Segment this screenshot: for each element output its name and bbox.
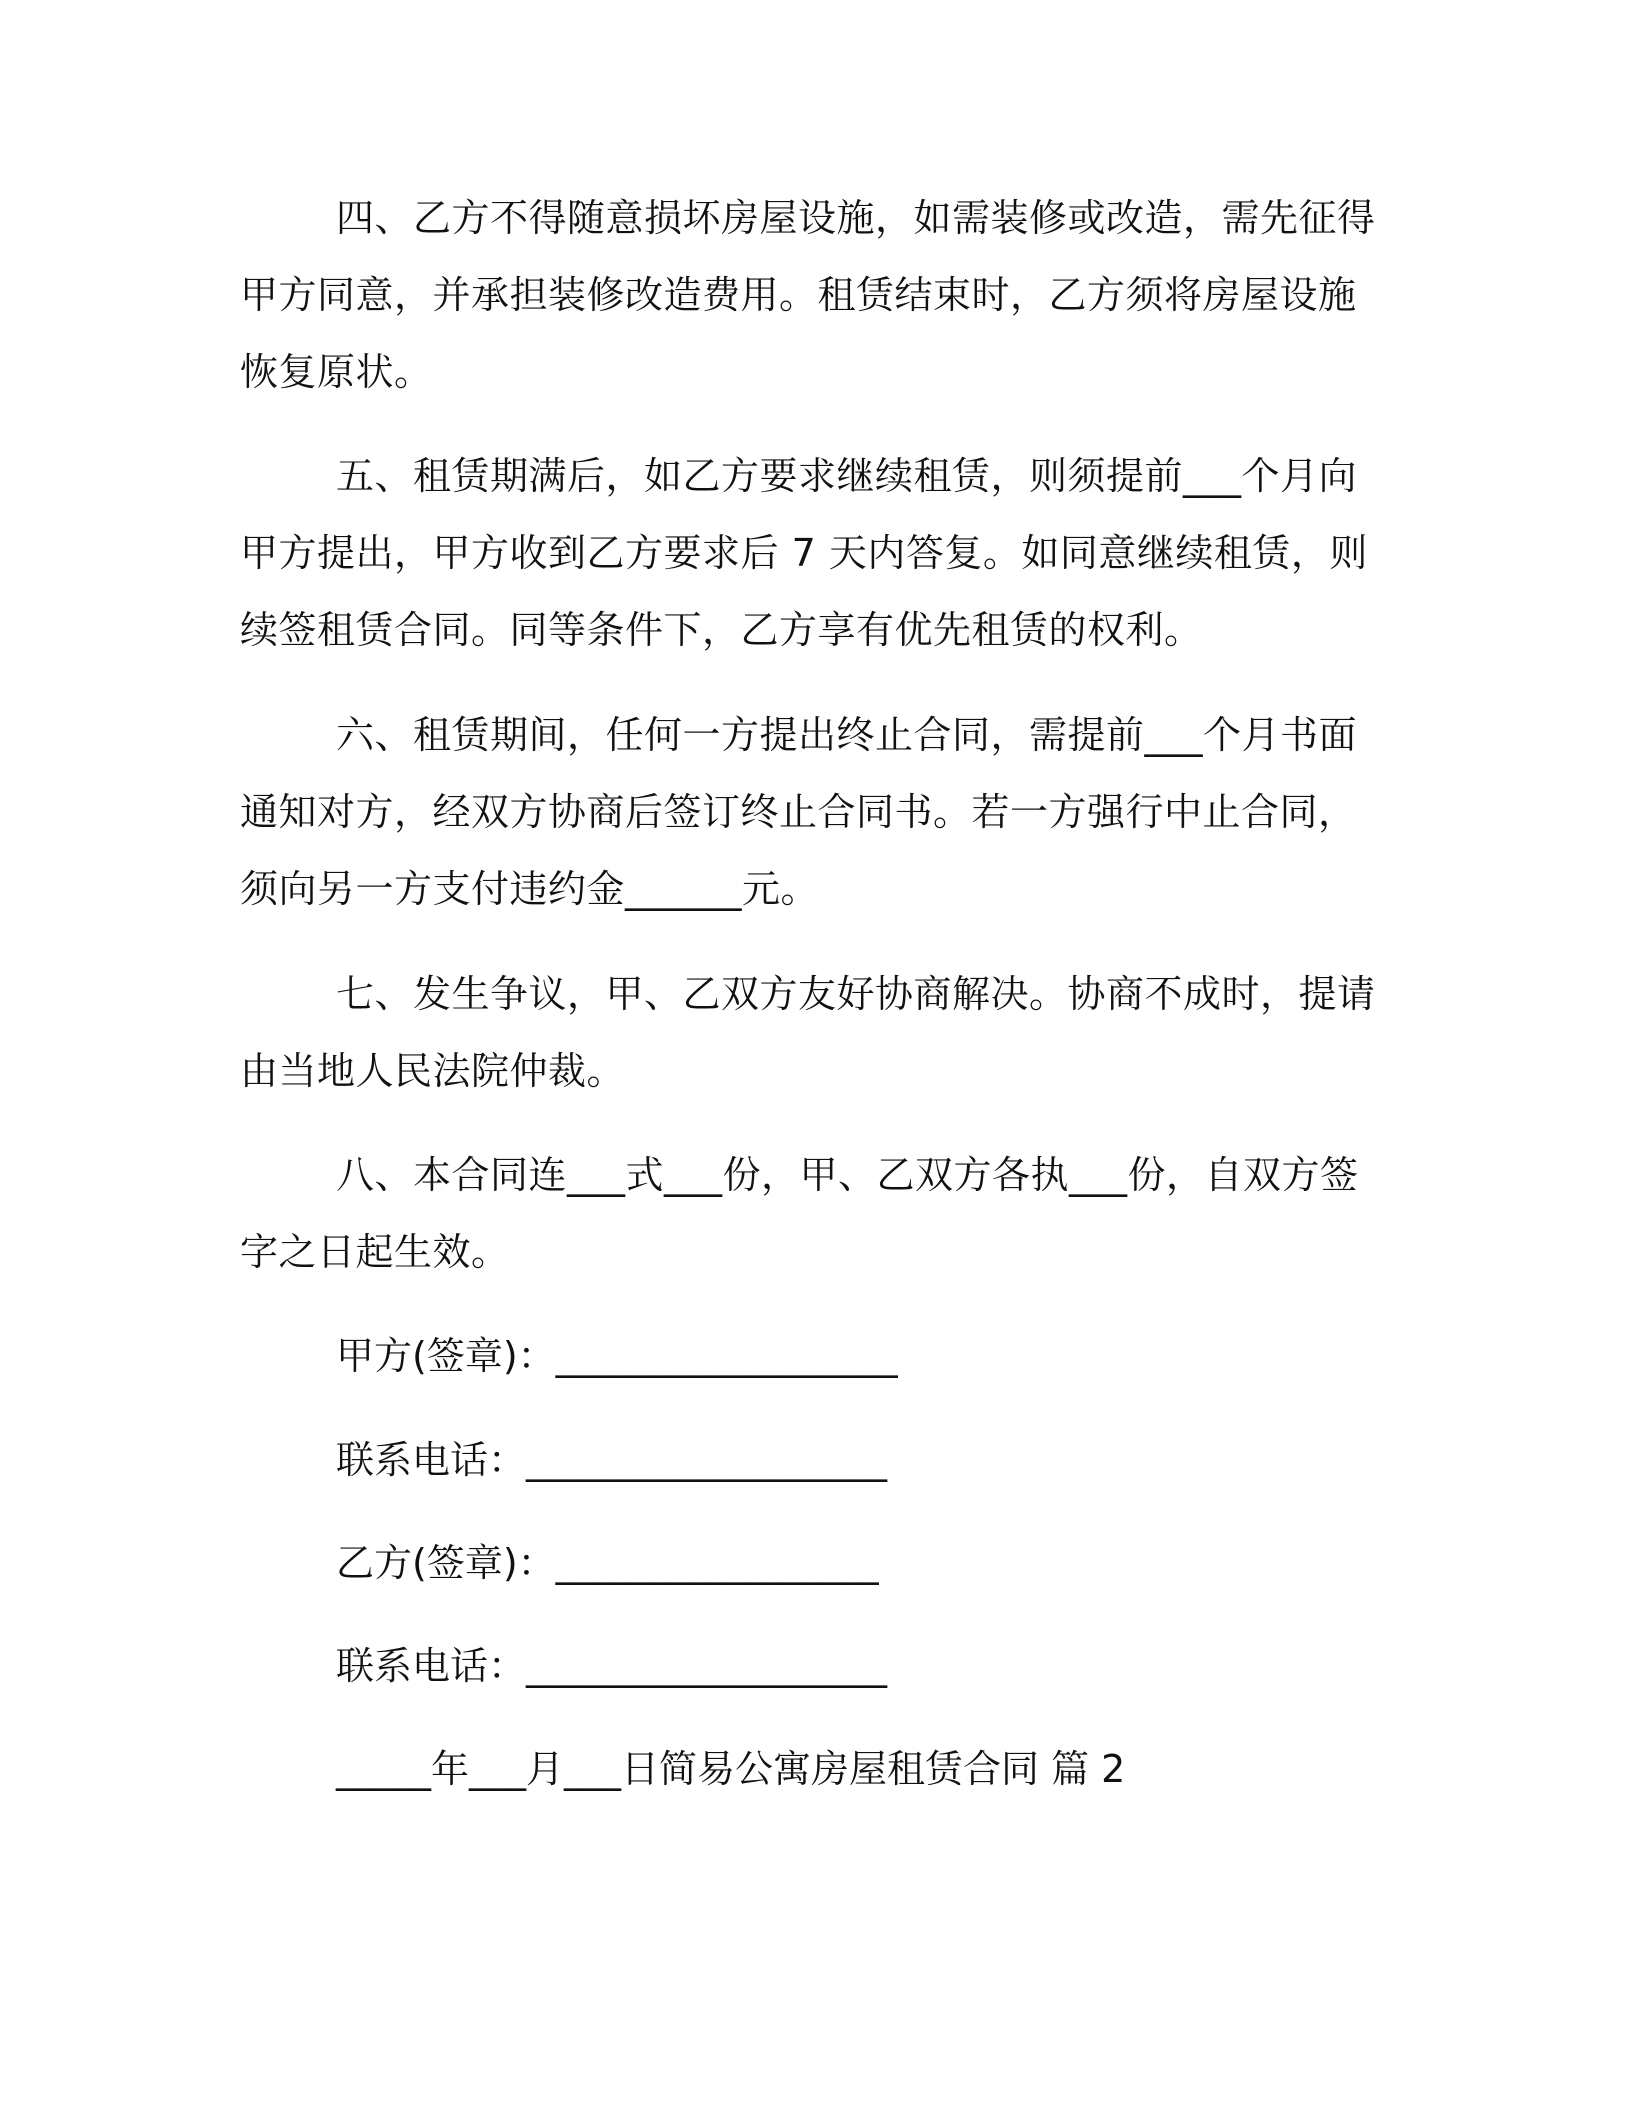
date-and-next-section-title: _____年___月___日简易公寓房屋租赁合同 篇 2 bbox=[336, 1747, 1126, 1791]
party-a-phone-line: 联系电话：___________________ bbox=[336, 1438, 888, 1482]
clause-5-paragraph: 五、租赁期满后，如乙方要求继续租赁，则须提前___个月向甲方提出，甲方收到乙方要求后 7 天内答复。如同意继续租赁，则续签租赁合同。同等条件下，乙方享有优先租赁的权利。 bbox=[240, 454, 1368, 652]
clause-6-paragraph: 六、租赁期间，任何一方提出终止合同，需提前___个月书面通知对方，经双方协商后签订终止合同书。若一方强行中止合同，须向另一方支付违约金______元。 bbox=[240, 713, 1358, 911]
clause-7-paragraph: 七、发生争议，甲、乙双方友好协商解决。协商不成时，提请由当地人民法院仲裁。 bbox=[240, 972, 1376, 1093]
clause-8-paragraph: 八、本合同连___式___份，甲、乙双方各执___份，自双方签字之日起生效。 bbox=[240, 1153, 1359, 1274]
party-a-signature-line: 甲方(签章)：__________________ bbox=[336, 1334, 898, 1378]
party-b-signature-line: 乙方(签章)：_________________ bbox=[336, 1541, 879, 1585]
party-b-phone-line: 联系电话：___________________ bbox=[336, 1644, 888, 1688]
clause-4-paragraph: 四、乙方不得随意损坏房屋设施，如需装修或改造，需先征得甲方同意，并承担装修改造费用。租赁结束时，乙方须将房屋设施恢复原状。 bbox=[240, 196, 1376, 394]
